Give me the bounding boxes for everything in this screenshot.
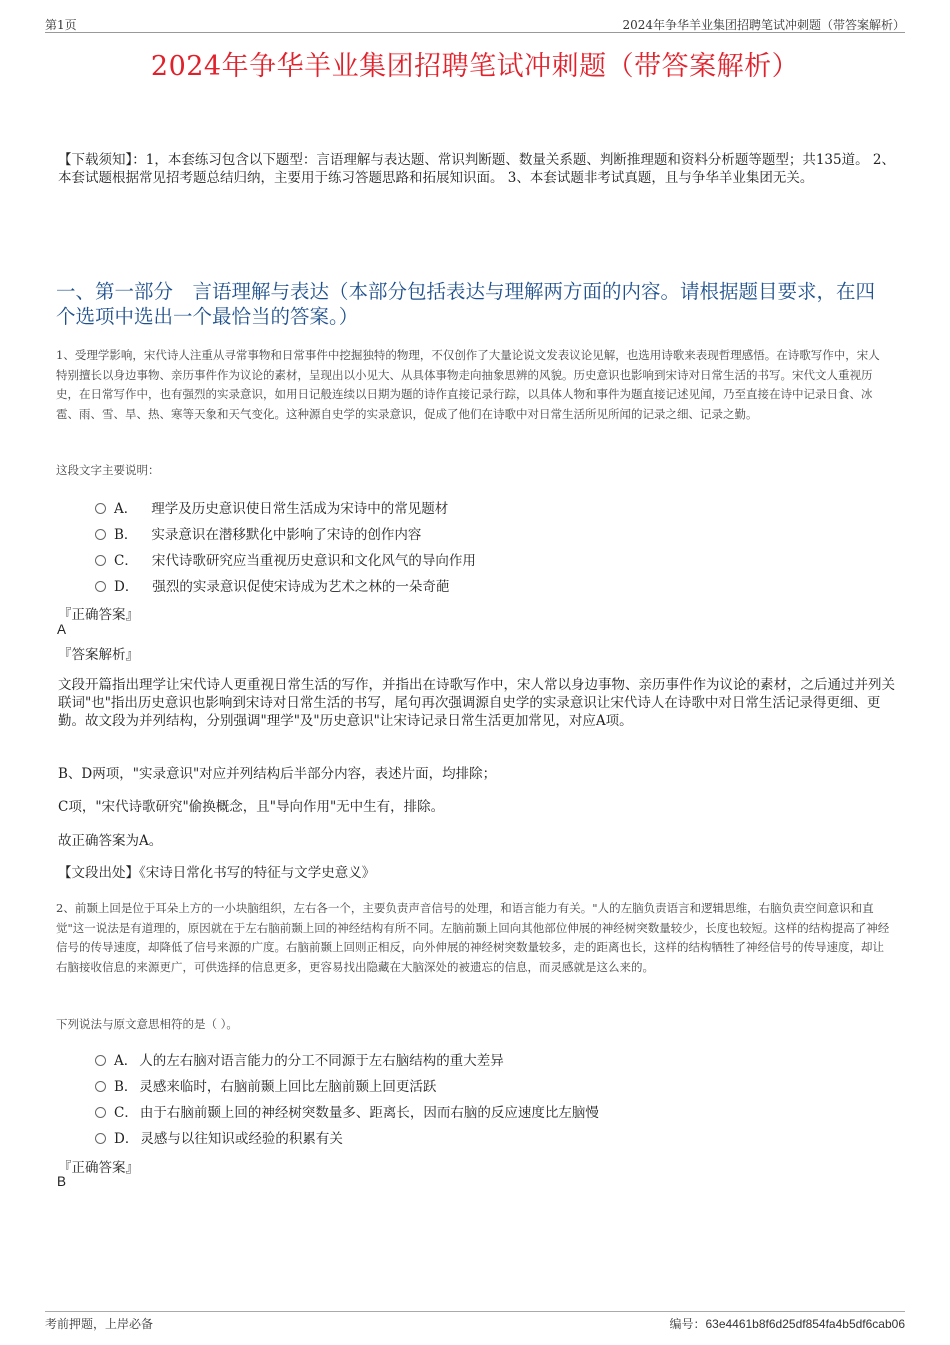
q1-prompt: 这段文字主要说明：	[56, 463, 160, 477]
q1-analysis-p4: 故正确答案为A。	[58, 833, 163, 849]
footer-code: 编号：63e4461b8f6d25df854fa4b5df6cab06	[669, 1317, 905, 1331]
page-number: 第1页	[45, 18, 77, 32]
q2-answer: B	[57, 1174, 67, 1189]
radio-icon[interactable]	[95, 503, 106, 514]
radio-icon[interactable]	[95, 581, 106, 592]
q1-option-d[interactable]: D． 强烈的实录意识促使宋诗成为艺术之林的一朵奇葩	[95, 575, 449, 595]
radio-icon[interactable]	[95, 1055, 106, 1066]
download-notice: 【下载须知】：1，本套练习包含以下题型：言语理解与表达题、常识判断题、数量关系题、判断推理题和资料分析题等题型；共135道。 2、本套试题根据常见招考题总结归纳，主要用于练习答题思路和拓展知识面。 3、本套试题非考试真题，且与争华羊业集团无关。	[58, 152, 895, 186]
footer-slogan: 考前押题，上岸必备	[45, 1317, 154, 1331]
radio-icon[interactable]	[95, 1107, 106, 1118]
q1-analysis-p1: 文段开篇指出理学让宋代诗人更重视日常生活的写作，并指出在诗歌写作中，宋人常以身边事物、亲历事件作为议论的素材，之后通过并列关联词"也"指出历史意识也影响到宋诗对日常生活的书写，尾句再次强调源自史学的实录意识让宋代诗人在诗歌中对日常生活记录得更细、更勤。故文段为并列结构，分别强调"理学"及"历史意识"让宋诗记录日常生活更加常见，对应A项。	[58, 677, 895, 729]
q2-option-c[interactable]: C． 由于右脑前颞上回的神经树突数量多、距离长，因而右脑的反应速度比左脑慢	[95, 1101, 599, 1121]
q2-passage: 2、前颞上回是位于耳朵上方的一小块脑组织，左右各一个，主要负责声音信号的处理，和语言能力有关。"人的左脑负责语言和逻辑思维，右脑负责空间意识和直觉"这一说法是有道理的，原因就在于左右脑前颞上回的神经结构有所不同。左脑前颞上回向其他部位伸展的神经树突数量较少，长度也较短。这样的结构提高了神经信号的传导速度，却降低了信号来源的广度。右脑前颞上回则正相反，向外伸展的神经树突数量较多，走的距离也长，这样的结构牺牲了神经信号的传导速度，却让右脑接收信息的来源更广，可供选择的信息更多，更容易找出隐藏在大脑深处的被遗忘的信息，而灵感就是这么来的。	[56, 901, 890, 974]
q2-option-a[interactable]: A． 人的左右脑对语言能力的分工不同源于左右脑结构的重大差异	[95, 1049, 504, 1069]
radio-icon[interactable]	[95, 1133, 106, 1144]
radio-icon[interactable]	[95, 529, 106, 540]
header-doc-title: 2024年争华羊业集团招聘笔试冲刺题（带答案解析）	[622, 18, 905, 32]
q1-option-a[interactable]: A． 理学及历史意识使日常生活成为宋诗中的常见题材	[95, 497, 448, 517]
q2-answer-label: 『正确答案』	[58, 1160, 139, 1176]
page-title: 2024年争华羊业集团招聘笔试冲刺题（带答案解析）	[150, 51, 800, 82]
q1-analysis-p2: B、D两项，"实录意识"对应并列结构后半部分内容，表述片面，均排除；	[58, 766, 497, 782]
q1-source: 【文段出处】《宋诗日常化书写的特征与文学史意义》	[58, 865, 376, 881]
radio-icon[interactable]	[95, 1081, 106, 1092]
q2-option-d[interactable]: D． 灵感与以往知识或经验的积累有关	[95, 1127, 343, 1147]
q1-analysis-p3: C项，"宋代诗歌研究"偷换概念，且"导向作用"无中生有，排除。	[58, 799, 445, 815]
q2-prompt: 下列说法与原文意思相符的是（ ）。	[56, 1017, 238, 1031]
q1-answer: A	[57, 622, 67, 637]
q1-analysis-label: 『答案解析』	[58, 647, 139, 663]
radio-icon[interactable]	[95, 555, 106, 566]
page-header	[45, 14, 905, 33]
q1-answer-label: 『正确答案』	[58, 607, 139, 623]
q1-option-b[interactable]: B． 实录意识在潜移默化中影响了宋诗的创作内容	[95, 523, 421, 543]
page-footer	[45, 1311, 905, 1332]
section-title: 一、第一部分 言语理解与表达（本部分包括表达与理解两方面的内容。请根据题目要求，在四个选项中选出一个最恰当的答案。）	[56, 280, 876, 328]
q1-passage: 1、受理学影响，宋代诗人注重从寻常事物和日常事件中挖掘独特的物理，不仅创作了大量论说文发表议论见解，也选用诗歌来表现哲理感悟。在诗歌写作中，宋人特别擅长以身边事物、亲历事件作为议论的素材，呈现出以小见大、从具体事物走向抽象思辨的风貌。历史意识也影响到宋诗对日常生活的书写。宋代文人重视历史，在日常写作中，也有强烈的实录意识，如用日记般连续以日期为题的诗作直接记录行踪，以具体人物和事件为题直接记述见闻，乃至直接在诗中记录日食、冰雹、雨、雪、旱、热、寒等天象和天气变化。这种源自史学的实录意识，促成了他们在诗歌中对日常生活所见所闻的记录之细、记录之勤。	[56, 348, 880, 421]
q1-option-c[interactable]: C． 宋代诗歌研究应当重视历史意识和文化风气的导向作用	[95, 549, 476, 569]
q2-option-b[interactable]: B． 灵感来临时，右脑前颞上回比左脑前颞上回更活跃	[95, 1075, 436, 1095]
